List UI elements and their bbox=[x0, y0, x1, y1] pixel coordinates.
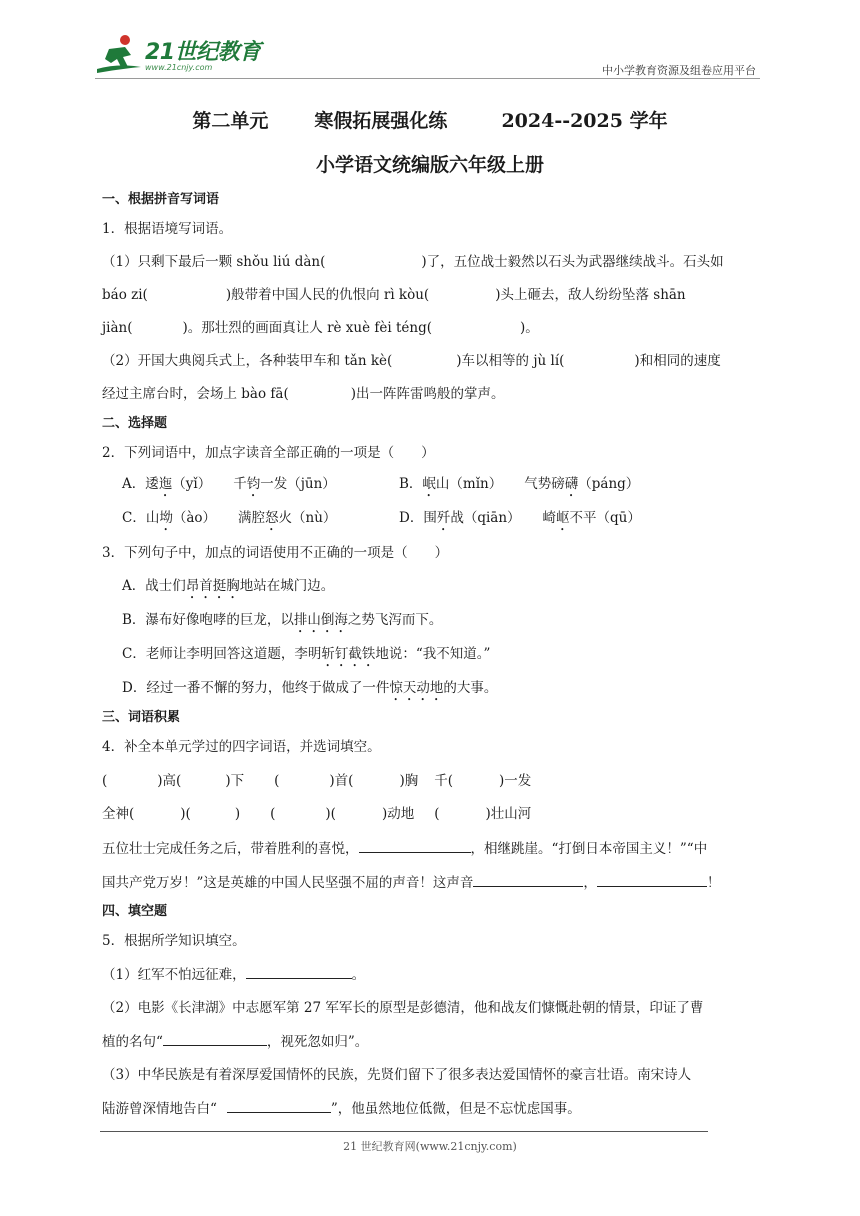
section-heading: 三、词语积累 bbox=[102, 710, 181, 725]
title-practice: 寒假拓展强化练 bbox=[314, 110, 448, 132]
question-stem: 1．根据语境写词语。 bbox=[102, 221, 233, 237]
fill-paragraph: 植的名句“ ，视死忽如归”。 bbox=[102, 1031, 760, 1052]
document-title bbox=[0, 106, 860, 133]
option-row: B．瀑布好像咆哮的巨龙，以排山倒海之势飞泻而下。 bbox=[122, 612, 443, 628]
question-stem: 4．补全本单元学过的四字词语，并选词填空。 bbox=[102, 739, 381, 755]
header-divider bbox=[95, 78, 760, 79]
fill-paragraph: 国共产党万岁！”这是英雄的中国人民坚强不屈的声音！这声音 ， ！ bbox=[102, 872, 760, 893]
question-stem: 3．下列句子中，加点的词语使用不正确的一项是（ ） bbox=[102, 545, 449, 561]
title-year: 2024--2025 学年 bbox=[501, 110, 668, 132]
question-line: 经过主席台时，会场上 bào fā( )出一阵阵雷鸣般的掌声。 bbox=[102, 386, 505, 402]
runner-logo-icon bbox=[95, 33, 143, 77]
title-unit: 第二单元 bbox=[192, 110, 269, 132]
fill-paragraph: （2）电影《长津湖》中志愿军第 27 军军长的原型是彭德清，他和战友们慷慨赴朝的情景，印证了曹 bbox=[102, 1000, 704, 1016]
platform-name: 中小学教育资源及组卷应用平台 bbox=[602, 64, 756, 77]
logo-text: 21世纪教育 bbox=[145, 40, 261, 65]
section-heading: 二、选择题 bbox=[102, 416, 168, 431]
section-heading: 四、填空题 bbox=[102, 904, 168, 919]
question-line: báo zi( )般带着中国人民的仇恨向 rì kòu( )头上砸去，敌人纷纷坠落 shān bbox=[102, 287, 686, 303]
footer-text: 21 世纪教育网(www.21cnjy.com) bbox=[343, 1140, 517, 1153]
option-row: C．山坳（ào） 满腔怒火（nù） D．围歼战（qiān） 崎岖不平（qū） bbox=[122, 510, 641, 526]
option-row: C．老师让李明回答这道题，李明斩钉截铁地说：“我不知道。” bbox=[122, 646, 491, 662]
question-line: （1）只剩下最后一颗 shǒu liú dàn( )了，五位战士毅然以石头为武器继续战斗。石头如 bbox=[102, 254, 724, 270]
fill-paragraph: （1）红军不怕远征难， 。 bbox=[102, 964, 760, 985]
question-line: jiàn( )。那壮烈的画面真让人 rè xuè fèi téng( )。 bbox=[102, 320, 539, 336]
fill-row: ( )高( )下 ( )首( )胸 千( )一发 bbox=[102, 773, 532, 789]
fill-paragraph: 陆游曾深情地告白“ ”，他虽然地位低微，但是不忘忧虑国事。 bbox=[102, 1098, 760, 1119]
fill-paragraph: 五位壮士完成任务之后，带着胜利的喜悦， ，相继跳崖。“打倒日本帝国主义！”“中 bbox=[102, 838, 760, 859]
question-stem: 5．根据所学知识填空。 bbox=[102, 933, 246, 949]
question-line: （2）开国大典阅兵式上，各种装甲车和 tǎn kè( )车以相等的 jù lí( )和相同的速度 bbox=[102, 353, 721, 369]
option-row: A．战士们昂首挺胸地站在城门边。 bbox=[122, 578, 335, 594]
fill-row: 全神( )( ) ( )( )动地 ( )壮山河 bbox=[102, 806, 532, 822]
question-stem: 2．下列词语中，加点字读音全部正确的一项是（ ） bbox=[102, 445, 435, 461]
logo-url: www.21cnjy.com bbox=[145, 63, 213, 72]
footer-divider bbox=[100, 1131, 708, 1132]
option-row: A．逶迤（yǐ） 千钧一发（jūn） B．岷山（mǐn） 气势磅礴（páng） bbox=[122, 476, 640, 492]
logo bbox=[95, 33, 265, 77]
fill-paragraph: （3）中华民族是有着深厚爱国情怀的民族，先贤们留下了很多表达爱国情怀的豪言壮语。南宋诗人 bbox=[102, 1067, 692, 1083]
document-subtitle: 小学语文统编版六年级上册 bbox=[315, 154, 544, 176]
section-heading: 一、根据拼音写词语 bbox=[102, 192, 220, 207]
option-row: D．经过一番不懈的努力，他终于做成了一件惊天动地的大事。 bbox=[122, 680, 498, 696]
